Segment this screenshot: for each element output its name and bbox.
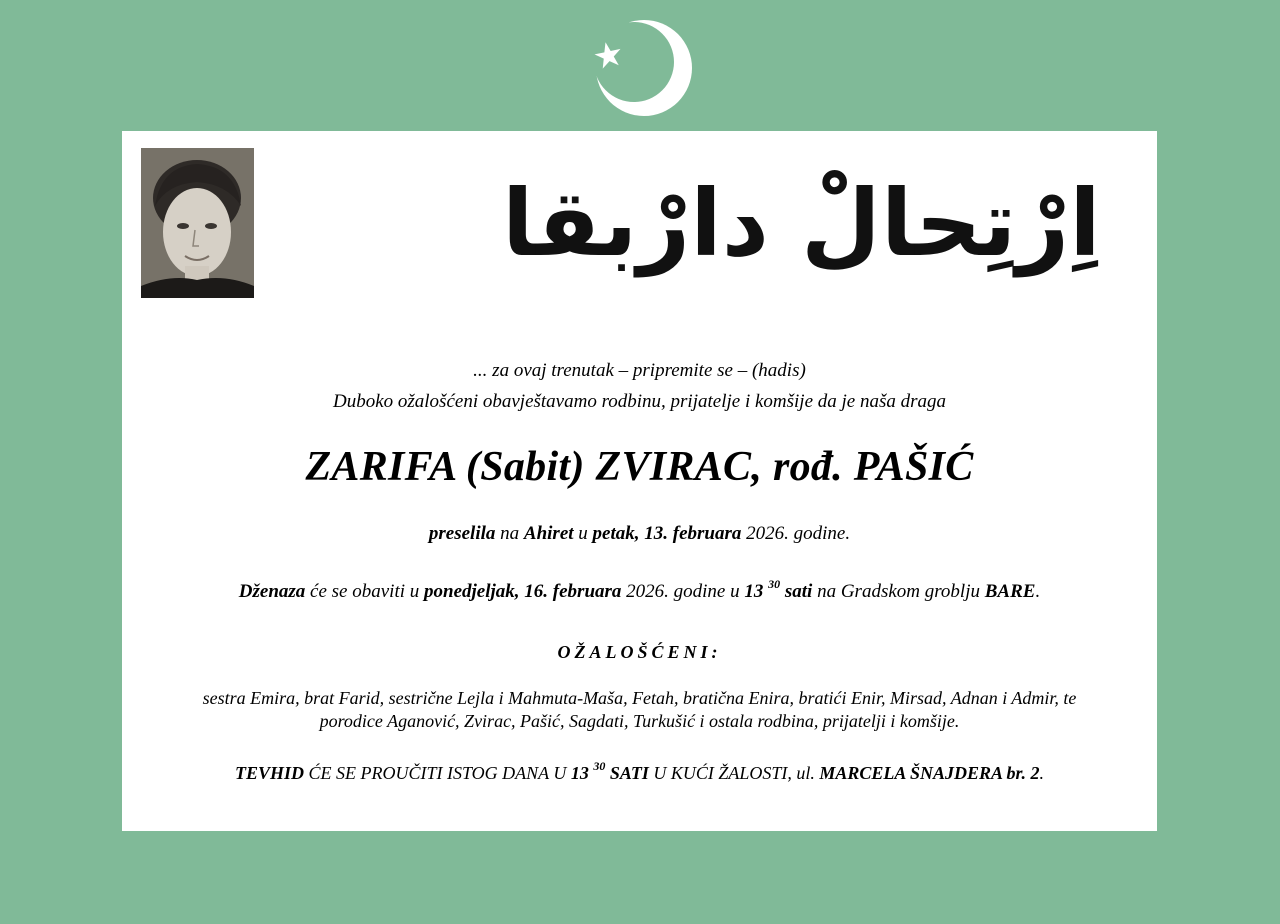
deceased-name: ZARIFA (Sabit) ZVIRAC, rođ. PAŠIĆ xyxy=(305,444,974,490)
passed-preposition: u xyxy=(573,523,593,544)
funeral-cemetery: BARE xyxy=(984,581,1036,602)
mourners-list-line-1: sestra Emira, brat Farid, sestrične Lejla i Mahmuta-Maša, Fetah, bratična Enira, bratići Enir, Mirsad, Adnan i Admir, te xyxy=(202,688,1077,708)
funeral-time-unit: sati xyxy=(784,581,813,602)
mourners-list-line-2: porodice Aganović, Zvirac, Pašić, Sagdati, Turkušić i ostala rodbina, prijatelji i komšije. xyxy=(319,711,960,731)
funeral-line xyxy=(122,577,1157,603)
tevhid-text-1: ĆE SE PROUČITI ISTOG DANA U xyxy=(304,763,571,783)
obituary-card xyxy=(122,131,1157,831)
passed-date: petak, 13. februara xyxy=(592,523,742,544)
funeral-label: Dženaza xyxy=(238,581,306,602)
tevhid-text-2: U KUĆI ŽALOSTI, ul. xyxy=(648,763,820,783)
passed-ahiret: Ahiret xyxy=(523,523,574,544)
funeral-period: . xyxy=(1035,581,1041,602)
funeral-text-1: će se obaviti u xyxy=(305,581,425,602)
funeral-text-2: 2026. godine u xyxy=(621,581,745,602)
arabic-calligraphy-heading: اِرْتِحالْ دارْبقا xyxy=(502,170,1101,277)
hadith-quote: ... za ovaj trenutak – pripremite se – (hadis) xyxy=(473,360,806,381)
tevhid-minutes: 30 xyxy=(593,759,606,773)
deceased-photo xyxy=(141,148,254,298)
tevhid-time-unit: SATI xyxy=(609,763,649,783)
passed-verb: preselila xyxy=(428,523,496,544)
passed-connector: na xyxy=(495,523,524,544)
passing-date-line xyxy=(122,523,1157,545)
funeral-text-3: na Gradskom groblju xyxy=(812,581,985,602)
tevhid-address: MARCELA ŠNAJDERA br. 2 xyxy=(819,763,1040,783)
mourners-heading: OŽALOŠĆENI: xyxy=(557,642,722,662)
intro-text: Duboko ožalošćeni obavještavamo rodbinu, prijatelje i komšije da je naša draga xyxy=(332,391,947,412)
crescent-and-star-icon xyxy=(586,16,696,120)
tevhid-period: . xyxy=(1039,763,1044,783)
passed-year: 2026. godine. xyxy=(741,523,851,544)
funeral-hour: 13 xyxy=(744,581,764,602)
funeral-minutes: 30 xyxy=(768,577,781,591)
tevhid-label: TEVHID xyxy=(234,763,304,783)
tevhid-hour: 13 xyxy=(570,763,589,783)
funeral-date: ponedjeljak, 16. februara xyxy=(424,581,622,602)
tevhid-line xyxy=(122,759,1157,784)
